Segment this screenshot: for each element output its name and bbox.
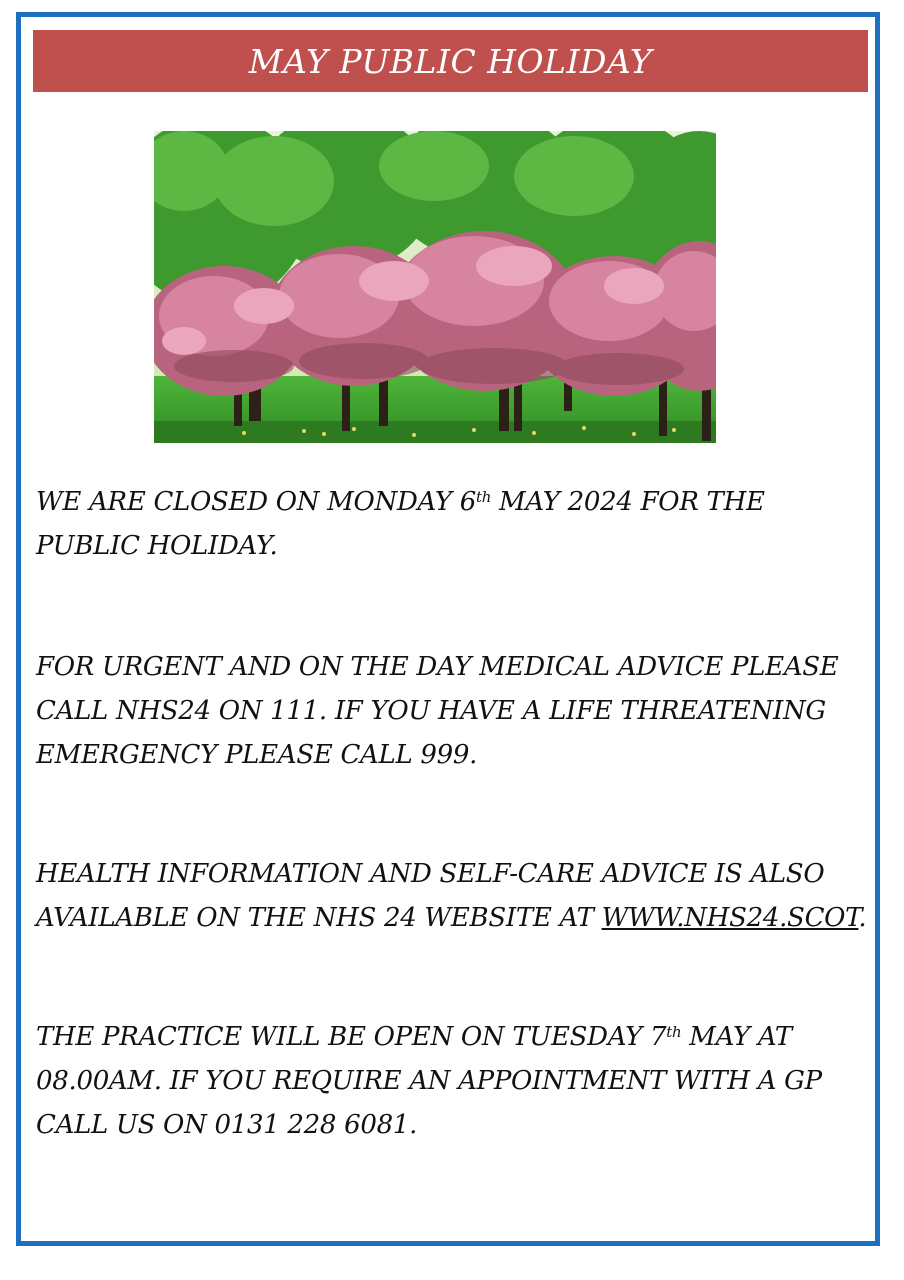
closed-text-end: MAY 2024 FOR THE PUBLIC HOLIDAY. (36, 487, 765, 561)
health-text-end: . (858, 903, 867, 933)
nhs24-website-link[interactable]: WWW.NHS24.SCOT (601, 903, 859, 933)
title-banner (33, 30, 868, 92)
open-text-end: MAY AT 08.00AM. IF YOU REQUIRE AN APPOINTMENT WITH A GP CALL US ON 0131 228 6081. (36, 1022, 822, 1140)
closed-notice (36, 480, 872, 568)
urgent-advice-notice: FOR URGENT AND ON THE DAY MEDICAL ADVICE PLEASE CALL NHS24 ON 111. IF YOU HAVE A LIFE THREATENING EMERGENCY PLEASE CALL 999. (36, 652, 839, 770)
health-text: HEALTH INFORMATION AND SELF-CARE ADVICE IS ALSO AVAILABLE ON THE NHS 24 WEBSITE AT (36, 859, 825, 933)
reopening-notice (36, 1015, 872, 1147)
closed-ordinal: th (476, 488, 492, 506)
open-text-start: THE PRACTICE WILL BE OPEN ON TUESDAY 7 (36, 1022, 667, 1052)
blossom-trees-photo (154, 131, 716, 443)
health-info-notice (36, 852, 872, 940)
open-ordinal: th (666, 1023, 682, 1041)
banner-title: MAY PUBLIC HOLIDAY (248, 41, 653, 81)
closed-text-start: WE ARE CLOSED ON MONDAY 6 (36, 487, 476, 517)
